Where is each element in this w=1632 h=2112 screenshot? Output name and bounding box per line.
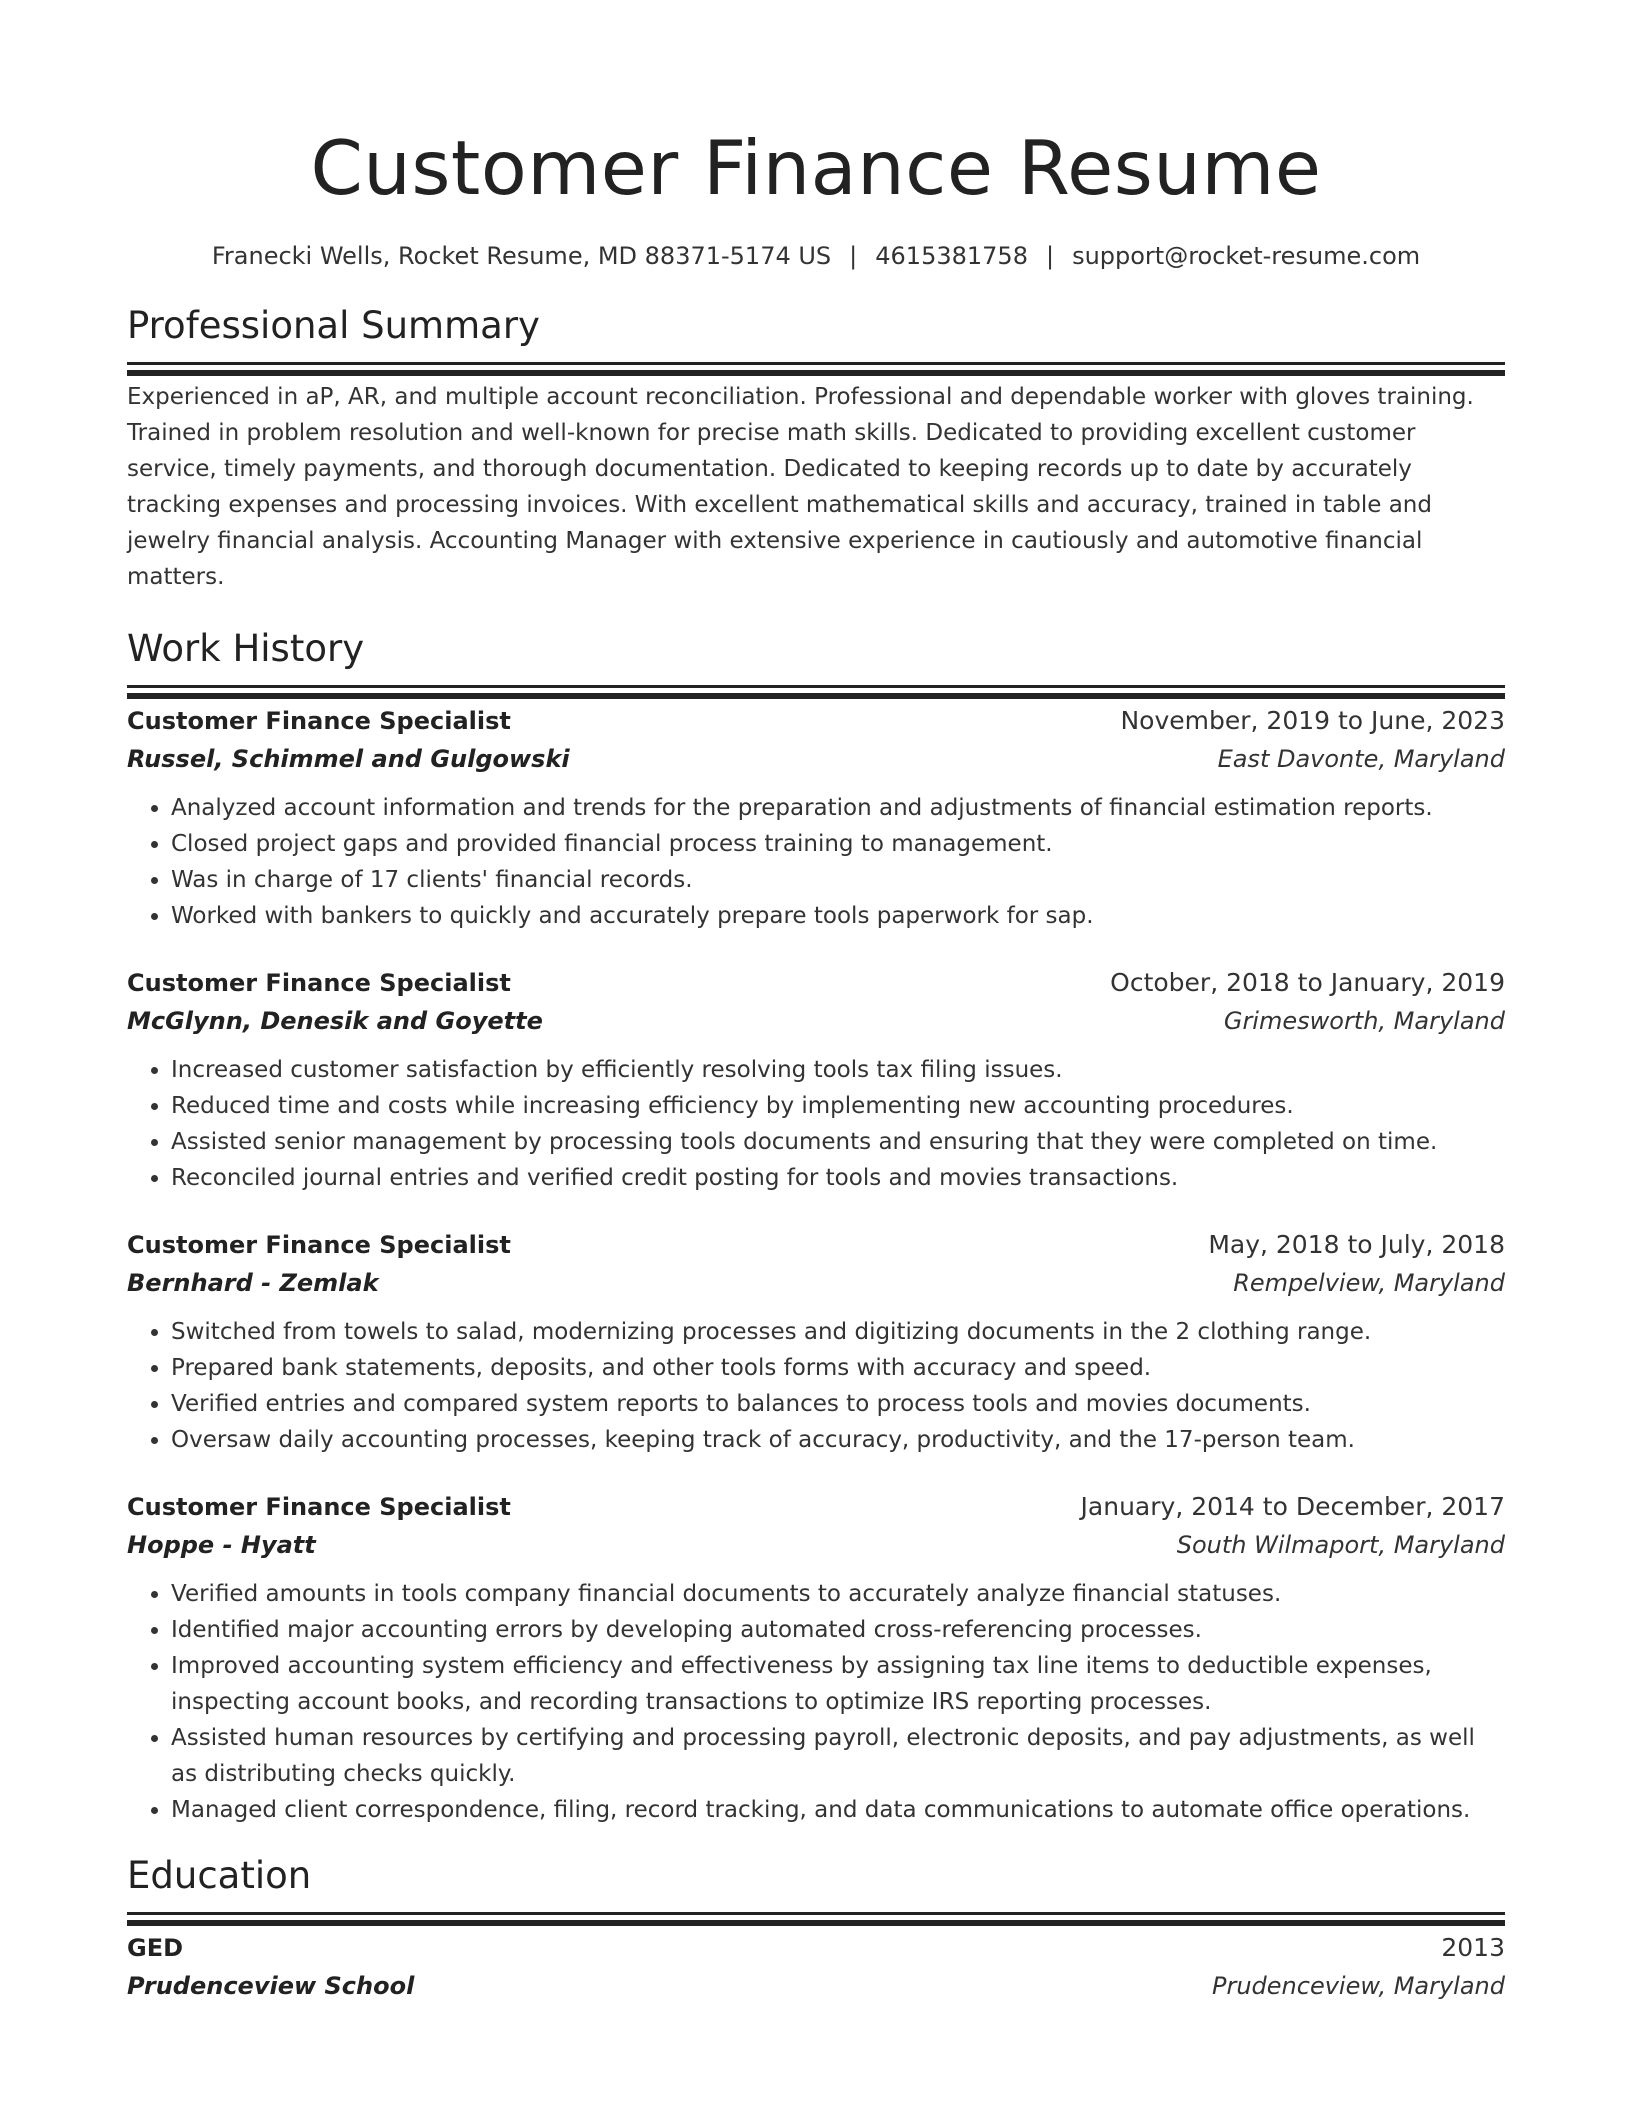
job-company: Russel, Schimmel and Gulgowski [127, 745, 570, 773]
resume-title: Customer Finance Resume [310, 124, 1322, 212]
contact-phone: 4615381758 [875, 242, 1028, 270]
job-bullet: • Closed project gaps and provided financial process training to management. [171, 826, 1505, 862]
job-title: Customer Finance Specialist [127, 1231, 511, 1259]
section-divider [127, 362, 1505, 365]
contact-line [127, 240, 1505, 272]
job-company: Hoppe - Hyatt [127, 1531, 316, 1559]
job-bullet: • Increased customer satisfaction by efficiently resolving tools tax filing issues. [171, 1052, 1505, 1088]
education-section [127, 1852, 1505, 2005]
job-list [127, 702, 1505, 1828]
job-bullet: • Verified amounts in tools company financial documents to accurately analyze financial statuses. [171, 1576, 1505, 1612]
job-bullet: • Switched from towels to salad, modernizing processes and digitizing documents in the 2 clothing range. [171, 1314, 1505, 1350]
section-divider [127, 1912, 1505, 1915]
job-bullet: • Identified major accounting errors by developing automated cross-referencing processes. [171, 1612, 1505, 1648]
job-location: Rempelview, Maryland [1233, 1269, 1505, 1297]
job-dates: October, 2018 to January, 2019 [1110, 968, 1505, 997]
job-bullet: • Assisted senior management by processing tools documents and ensuring that they were completed on time. [171, 1124, 1505, 1160]
job-bullet: • Managed client correspondence, filing, record tracking, and data communications to automate office operations. [171, 1792, 1505, 1828]
job-bullet: • Prepared bank statements, deposits, and other tools forms with accuracy and speed. [171, 1350, 1505, 1386]
job-entry [127, 1226, 1505, 1458]
contact-separator: | [1045, 242, 1055, 270]
job-location: South Wilmaport, Maryland [1176, 1531, 1505, 1559]
job-bullet: • Analyzed account information and trends for the preparation and adjustments of financial estimation reports. [171, 790, 1505, 826]
job-title: Customer Finance Specialist [127, 707, 511, 735]
job-bullet: • Worked with bankers to quickly and accurately prepare tools paperwork for sap. [171, 898, 1505, 934]
education-school: Prudenceview School [127, 1972, 415, 2000]
education-entry [127, 1929, 1505, 2005]
contact-address: Franecki Wells, Rocket Resume, MD 88371-5174 US [211, 242, 832, 270]
job-bullet: • Verified entries and compared system reports to balances to process tools and movies documents. [171, 1386, 1505, 1422]
summary-text: Experienced in aP, AR, and multiple account reconciliation. Professional and dependable worker with gloves training. Trained in problem resolution and well-known for precise math skills. Dedicated to providing excellent customer service, timely payments, and thorough documentation. Dedicated to keeping records up to date by accurately tracking expenses and processing invoices. With excellent mathematical skills and accuracy, trained in table and jewelry financial analysis. Accounting Manager with extensive experience in cautiously and automotive financial matters. [127, 384, 1474, 590]
job-dates: November, 2019 to June, 2023 [1120, 706, 1505, 735]
job-bullet: • Assisted human resources by certifying and processing payroll, electronic deposits, and pay adjustments, as well as distributing checks quickly. [171, 1720, 1505, 1792]
job-bullet-list [127, 1314, 1505, 1458]
job-title: Customer Finance Specialist [127, 969, 511, 997]
job-company: Bernhard - Zemlak [127, 1269, 379, 1297]
summary-heading: Professional Summary [127, 304, 540, 347]
job-entry [127, 964, 1505, 1196]
job-bullet: • Reduced time and costs while increasing efficiency by implementing new accounting procedures. [171, 1088, 1505, 1124]
job-bullet-list [127, 790, 1505, 934]
education-heading: Education [127, 1854, 312, 1897]
job-company: McGlynn, Denesik and Goyette [127, 1007, 543, 1035]
work-history-heading: Work History [127, 627, 365, 670]
job-title: Customer Finance Specialist [127, 1493, 511, 1521]
summary-section [127, 302, 1505, 595]
job-location: East Davonte, Maryland [1217, 745, 1505, 773]
work-history-section [127, 625, 1505, 1828]
job-entry [127, 1488, 1505, 1828]
job-bullet-list [127, 1576, 1505, 1828]
education-location: Prudenceview, Maryland [1211, 1972, 1505, 2000]
job-bullet: • Was in charge of 17 clients' financial records. [171, 862, 1505, 898]
job-entry [127, 702, 1505, 934]
education-year: 2013 [1441, 1933, 1505, 1962]
job-bullet: • Reconciled journal entries and verified credit posting for tools and movies transactions. [171, 1160, 1505, 1196]
job-bullet-list [127, 1052, 1505, 1196]
job-dates: January, 2014 to December, 2017 [1080, 1492, 1505, 1521]
job-bullet: • Oversaw daily accounting processes, keeping track of accuracy, productivity, and the 17-person team. [171, 1422, 1505, 1458]
section-divider [127, 685, 1505, 688]
contact-email: support@rocket-resume.com [1072, 242, 1421, 270]
job-dates: May, 2018 to July, 2018 [1208, 1230, 1505, 1259]
education-degree: GED [127, 1934, 184, 1962]
contact-separator: | [849, 242, 858, 270]
job-bullet: • Improved accounting system efficiency and effectiveness by assigning tax line items to deductible expenses, inspecting account books, and recording transactions to optimize IRS reporting processes. [171, 1648, 1505, 1720]
job-location: Grimesworth, Maryland [1223, 1007, 1505, 1035]
